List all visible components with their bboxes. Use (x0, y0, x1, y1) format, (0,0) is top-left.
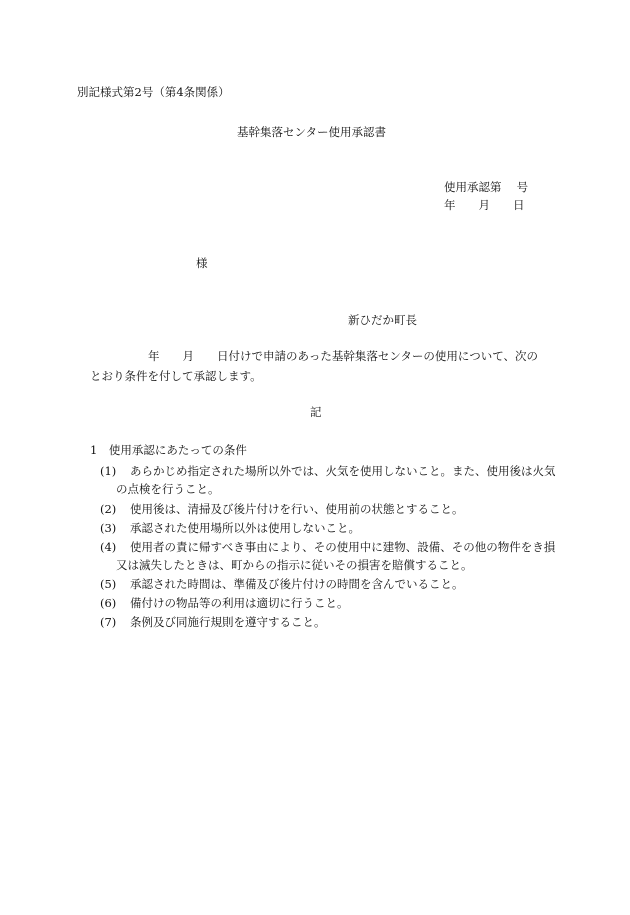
condition-item (100, 500, 560, 518)
condition-number: (4) (100, 540, 117, 554)
condition-item (100, 594, 560, 612)
condition-item (100, 538, 560, 574)
condition-number: (1) (100, 464, 117, 478)
condition-item (100, 613, 560, 631)
condition-text: 使用者の責に帰すべき事由により、その使用中に建物、設備、その他の物件をき損又は滅失したときは、町からの指示に従いその損害を賠償すること。 (116, 540, 556, 572)
addressee-suffix: 様 (196, 256, 208, 270)
condition-item (100, 462, 560, 498)
ki-heading: 記 (310, 405, 322, 419)
condition-text: 承認された使用場所以外は使用しないこと。 (130, 521, 360, 535)
condition-item (100, 575, 560, 593)
body-text-line2: とおり条件を付して承認します。 (90, 369, 262, 383)
condition-text: あらかじめ指定された場所以外では、火気を使用しないこと。また、使用後は火気の点検を行うこと。 (116, 464, 556, 496)
condition-text: 条例及び同施行規則を遵守すること。 (130, 615, 326, 629)
condition-number: (3) (100, 521, 117, 535)
approval-number: 使用承認第 号 (444, 180, 529, 194)
condition-number: (7) (100, 615, 117, 629)
condition-number: (6) (100, 596, 117, 610)
condition-text: 備付けの物品等の利用は適切に行うこと。 (130, 596, 349, 610)
condition-text: 承認された時間は、準備及び後片付けの時間を含んでいること。 (130, 577, 464, 591)
condition-number: (5) (100, 577, 117, 591)
document-title: 基幹集落センター使用承認書 (237, 125, 387, 139)
approval-date: 年 月 日 (444, 198, 525, 212)
condition-text: 使用後は、清掃及び後片付けを行い、使用前の状態とすること。 (130, 502, 464, 516)
body-text-line1: 年 月 日付けで申請のあった基幹集落センターの使用について、次の (148, 349, 538, 363)
issuer: 新ひだか町長 (348, 313, 417, 327)
section-heading: 1 使用承認にあたっての条件 (90, 443, 247, 457)
condition-item (100, 519, 560, 537)
condition-number: (2) (100, 502, 117, 516)
form-label: 別記様式第2号（第4条関係） (77, 85, 230, 99)
